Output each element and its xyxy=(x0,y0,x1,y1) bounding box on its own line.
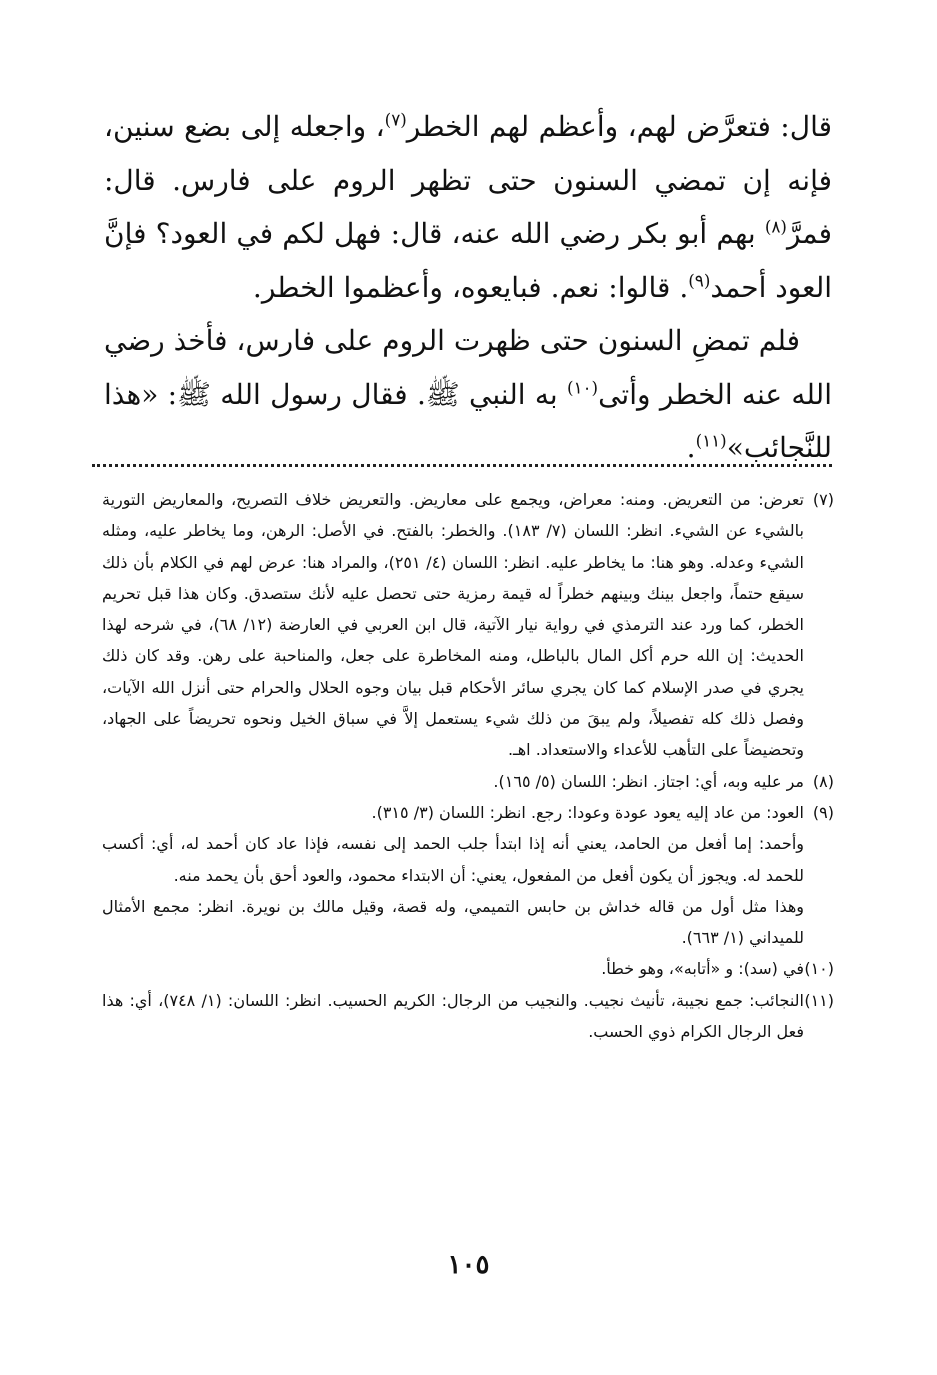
footnote-text: النجائب: جمع نجيبة، تأنيث نجيب. والنجيب من الرجال: الكريم الحسيب. انظر: اللسان: (١/ ٧٤٨)، أي: هذا فعل الرجال الكرام ذوي الحسب. xyxy=(102,990,804,1042)
main-text xyxy=(104,100,832,475)
main-text-segment: بهم أبو بكر رضي الله عنه، قال: فهل لكم في العود؟ فإنَّ العود أحمد xyxy=(104,217,832,304)
footnote-number: (٩) xyxy=(812,802,834,822)
footnote-text: مر عليه وبه، أي: اجتاز. انظر: اللسان (٥/ ١٦٥). xyxy=(493,771,804,791)
main-text-segment: فلم تمضِ السنون حتى ظهرت الروم على فارس، فأخذ رضي الله عنه الخطر وأتى xyxy=(104,324,832,411)
footnote-ref-8[interactable]: (٨) xyxy=(764,216,787,237)
footnote-separator xyxy=(92,464,832,473)
footnote-text: العود: من عاد إليه يعود عودة وعودا: رجع. انظر: اللسان (٣/ ٣١٥). xyxy=(371,802,804,822)
main-text-segment: . قالوا: نعم. فبايعوه، وأعظموا الخطر. xyxy=(252,270,689,304)
footnote-text: وهذا مثل أول من قاله خداش بن حابس التميمي، وله قصة، وقيل مالك بن نويرة. انظر: مجمع الأمثال للميداني (١/ ٦٦٣). xyxy=(102,896,804,948)
footnote-number: (٨) xyxy=(812,771,834,791)
footnote-text: تعرض: من التعريض. ومنه: معراض، ويجمع على معاريض. والتعريض خلاف التصريح، والمعاريض التورية بالشيء عن الشيء. انظر: اللسان (٧/ ١٨٣). والخطر: بالفتح. في الأصل: الرهن، وما يخاطر عليه، ومثله الشيء وعدله. وهو هنا: ما يخاطر عليه. انظر: اللسان (٤/ ٢٥١)، والمراد هنا: عرض لهم في الكلام بأن ذلك سيقع حتماً، واجعل بينك وبينهم خطراً له قيمة رمزية حتى تحصل عليه لأنك ستصدق. وكان هذا قبل تحريم الخطر، كما ورد عند الترمذي في رواية نيار الآتية، قال ابن العربي في العارضة (١٢/ ٦٨)، في شرحه لهذا الحديث: إن الله حرم أكل المال بالباطل، ومنه المخاطرة على جعل، والمناحبة على رهن. وقد كان ذلك يجري في صدر الإسلام كما كان يجري سائر الأحكام قبل بيان وجوه الحلال والحرام حتى أنزل الله الآيات، وفصل ذلك كله تفصيلاً، ولم يبقَ من ذلك شيء يستعمل إلاَّ في سباق الخيل ونحوه تحريضاً على الجهاد، وتحضيضاً على التأهب للأعداء والاستعداد. اهـ. xyxy=(102,490,804,760)
footnote-ref-11[interactable]: (١١) xyxy=(695,430,727,451)
footnote-number: (٧) xyxy=(812,490,834,509)
footnote-text: في (سد): و «أتابه»، وهو خطأ. xyxy=(601,959,804,979)
main-text-segment: به النبي ﷺ. فقال رسول الله ﷺ: «هذا للنَّجائب» xyxy=(104,377,832,464)
page-number: ١٠٥ xyxy=(447,1250,490,1280)
footnote-ref-7[interactable]: (٧) xyxy=(384,109,407,130)
main-text-segment: ، واجعله إلى بضع سنين، فإنه إن تمضي السنون حتى تظهر الروم على فارس. قال: فمرَّ xyxy=(104,110,832,250)
footnote-7 xyxy=(102,484,834,766)
footnotes-section xyxy=(102,484,834,1047)
footnote-8 xyxy=(102,766,834,797)
footnote-10 xyxy=(102,953,834,984)
main-paragraph-1 xyxy=(104,100,832,314)
main-text-segment: قال: فتعرَّض لهم، وأعظم لهم الخطر xyxy=(406,110,833,143)
footnote-number: (١٠) xyxy=(804,959,834,979)
main-text-segment: . xyxy=(686,431,696,464)
main-paragraph-2 xyxy=(104,314,832,475)
footnote-number: (١١) xyxy=(804,990,834,1010)
footnote-9 xyxy=(102,797,834,953)
footnote-11 xyxy=(102,985,834,1048)
footnote-ref-10[interactable]: (١٠) xyxy=(566,377,599,398)
footnote-ref-9[interactable]: (٩) xyxy=(688,270,711,291)
footnote-text: وأحمد: إما أفعل من الحامد، يعني أنه إذا ابتدأ جلب الحمد إلى نفسه، فإذا عاد كان أحمد له، أي: أكسب للحمد له. ويجوز أن يكون أفعل من المفعول، يعني: أن الابتداء محمود، والعود أحق بأن يحمد منه. xyxy=(102,834,804,885)
